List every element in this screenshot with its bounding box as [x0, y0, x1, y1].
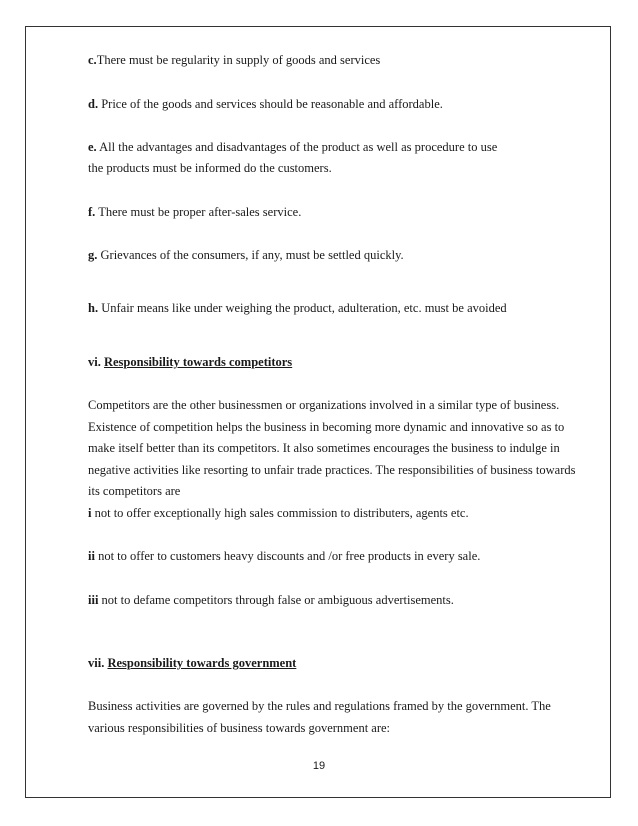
- section-title: Responsibility towards government: [107, 656, 297, 670]
- list-item-f: [88, 204, 301, 220]
- point-text: not to offer to customers heavy discounts and /or free products in every sale.: [94, 549, 481, 563]
- item-text: Grievances of the consumers, if any, must be settled quickly.: [97, 248, 404, 262]
- section-number: vii.: [88, 656, 108, 670]
- section-vi-paragraph: [88, 395, 588, 503]
- point-marker: iii: [88, 593, 99, 607]
- paragraph-line: make itself better than its competitors. It also sometimes encourages the business to indulge in: [88, 441, 560, 456]
- list-item-e-continuation: [88, 160, 332, 176]
- item-marker: c.: [88, 53, 97, 67]
- item-marker: d.: [88, 97, 99, 111]
- paragraph-line: various responsibilities of business towards government are:: [88, 720, 391, 735]
- item-marker: h.: [88, 301, 99, 315]
- competitor-point-ii: [88, 548, 480, 564]
- item-marker: g.: [88, 248, 98, 262]
- item-text: All the advantages and disadvantages of the product as well as procedure to use: [96, 140, 498, 154]
- section-heading-vi: [88, 354, 292, 370]
- item-text: There must be regularity in supply of goods and services: [96, 53, 381, 67]
- competitor-point-i: [88, 505, 469, 521]
- section-heading-vii: [88, 655, 296, 671]
- competitor-point-iii: [88, 592, 454, 608]
- point-marker: i: [88, 506, 92, 520]
- item-text: Price of the goods and services should be reasonable and affordable.: [98, 97, 443, 111]
- item-text: the products must be informed do the customers.: [88, 161, 332, 175]
- point-marker: ii: [88, 549, 95, 563]
- list-item-e: [88, 139, 497, 155]
- section-title: Responsibility towards competitors: [103, 355, 293, 369]
- paragraph-line: negative activities like resorting to unfair trade practices. The responsibilities of business towards: [88, 462, 576, 477]
- list-item-h: [88, 300, 507, 316]
- paragraph-line: Competitors are the other businessmen or organizations involved in a similar type of business.: [88, 398, 560, 412]
- list-item-g: [88, 247, 404, 263]
- item-text: Unfair means like under weighing the product, adulteration, etc. must be avoided: [98, 301, 507, 315]
- item-marker: e.: [88, 140, 97, 154]
- item-text: There must be proper after-sales service.: [95, 205, 302, 219]
- list-item-c: [88, 52, 380, 68]
- item-marker: f.: [88, 205, 96, 219]
- section-vii-paragraph: [88, 696, 588, 739]
- list-item-d: [88, 96, 443, 112]
- paragraph-line: its competitors are: [88, 484, 181, 499]
- section-number: vi.: [88, 355, 104, 369]
- paragraph-line: Existence of competition helps the business in becoming more dynamic and innovative so as to: [88, 419, 565, 434]
- paragraph-line: Business activities are governed by the rules and regulations framed by the government. The: [88, 699, 551, 713]
- page-number: 19: [312, 760, 326, 772]
- point-text: not to offer exceptionally high sales commission to distributers, agents etc.: [91, 506, 469, 520]
- point-text: not to defame competitors through false or ambiguous advertisements.: [98, 593, 454, 607]
